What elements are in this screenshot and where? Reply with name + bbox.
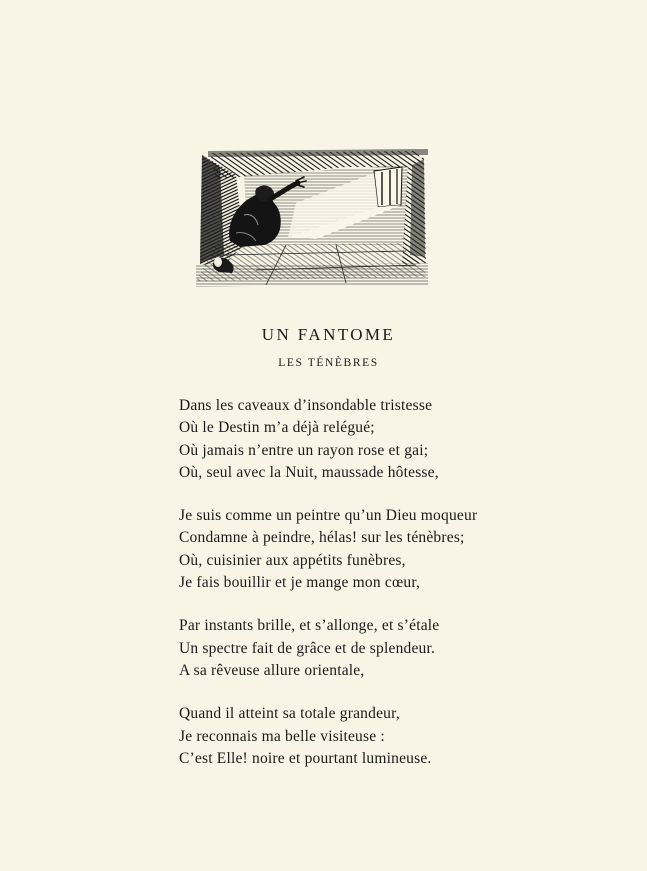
poem-body [179,395,619,791]
verse-line: Où jamais n’entre un rayon rose et gai; [179,441,429,459]
verse-line: Condamne à peindre, hélas! sur les ténèbres; [179,529,465,547]
verse-line: Par instants brille, et s’allonge, et s’étale [179,617,440,635]
verse-line: Dans les caveaux d’insondable tristesse [179,397,433,414]
stanza-4 [179,703,619,770]
verse-line: Quand il atteint sa totale grandeur, [179,705,400,723]
verse-line: Où, seul avec la Nuit, maussade hôtesse, [179,463,439,481]
stanza-3 [179,615,619,682]
stanza-2 [179,505,619,594]
poem-subtitle: LES TÉNÈBRES [278,357,379,369]
engraving-illustration [196,145,428,293]
verse-line: Je reconnais ma belle visiteuse : [179,727,385,745]
verse-line: Je fais bouillir et je mange mon cœur, [179,574,421,592]
verse-line: Où, cuisinier aux appétits funèbres, [179,551,406,569]
stanza-1 [179,395,619,484]
verse-line: A sa rêveuse allure orientale, [179,661,365,679]
verse-line: C’est Elle! noire et pourtant lumineuse. [179,749,432,767]
poem-title: UN FANTOME [261,325,396,344]
verse-line: Un spectre fait de grâce et de splendeur. [179,639,436,657]
verse-line: Je suis comme un peintre qu’un Dieu moqueur [179,507,478,525]
verse-line: Où le Destin m’a déjà relégué; [179,419,375,437]
